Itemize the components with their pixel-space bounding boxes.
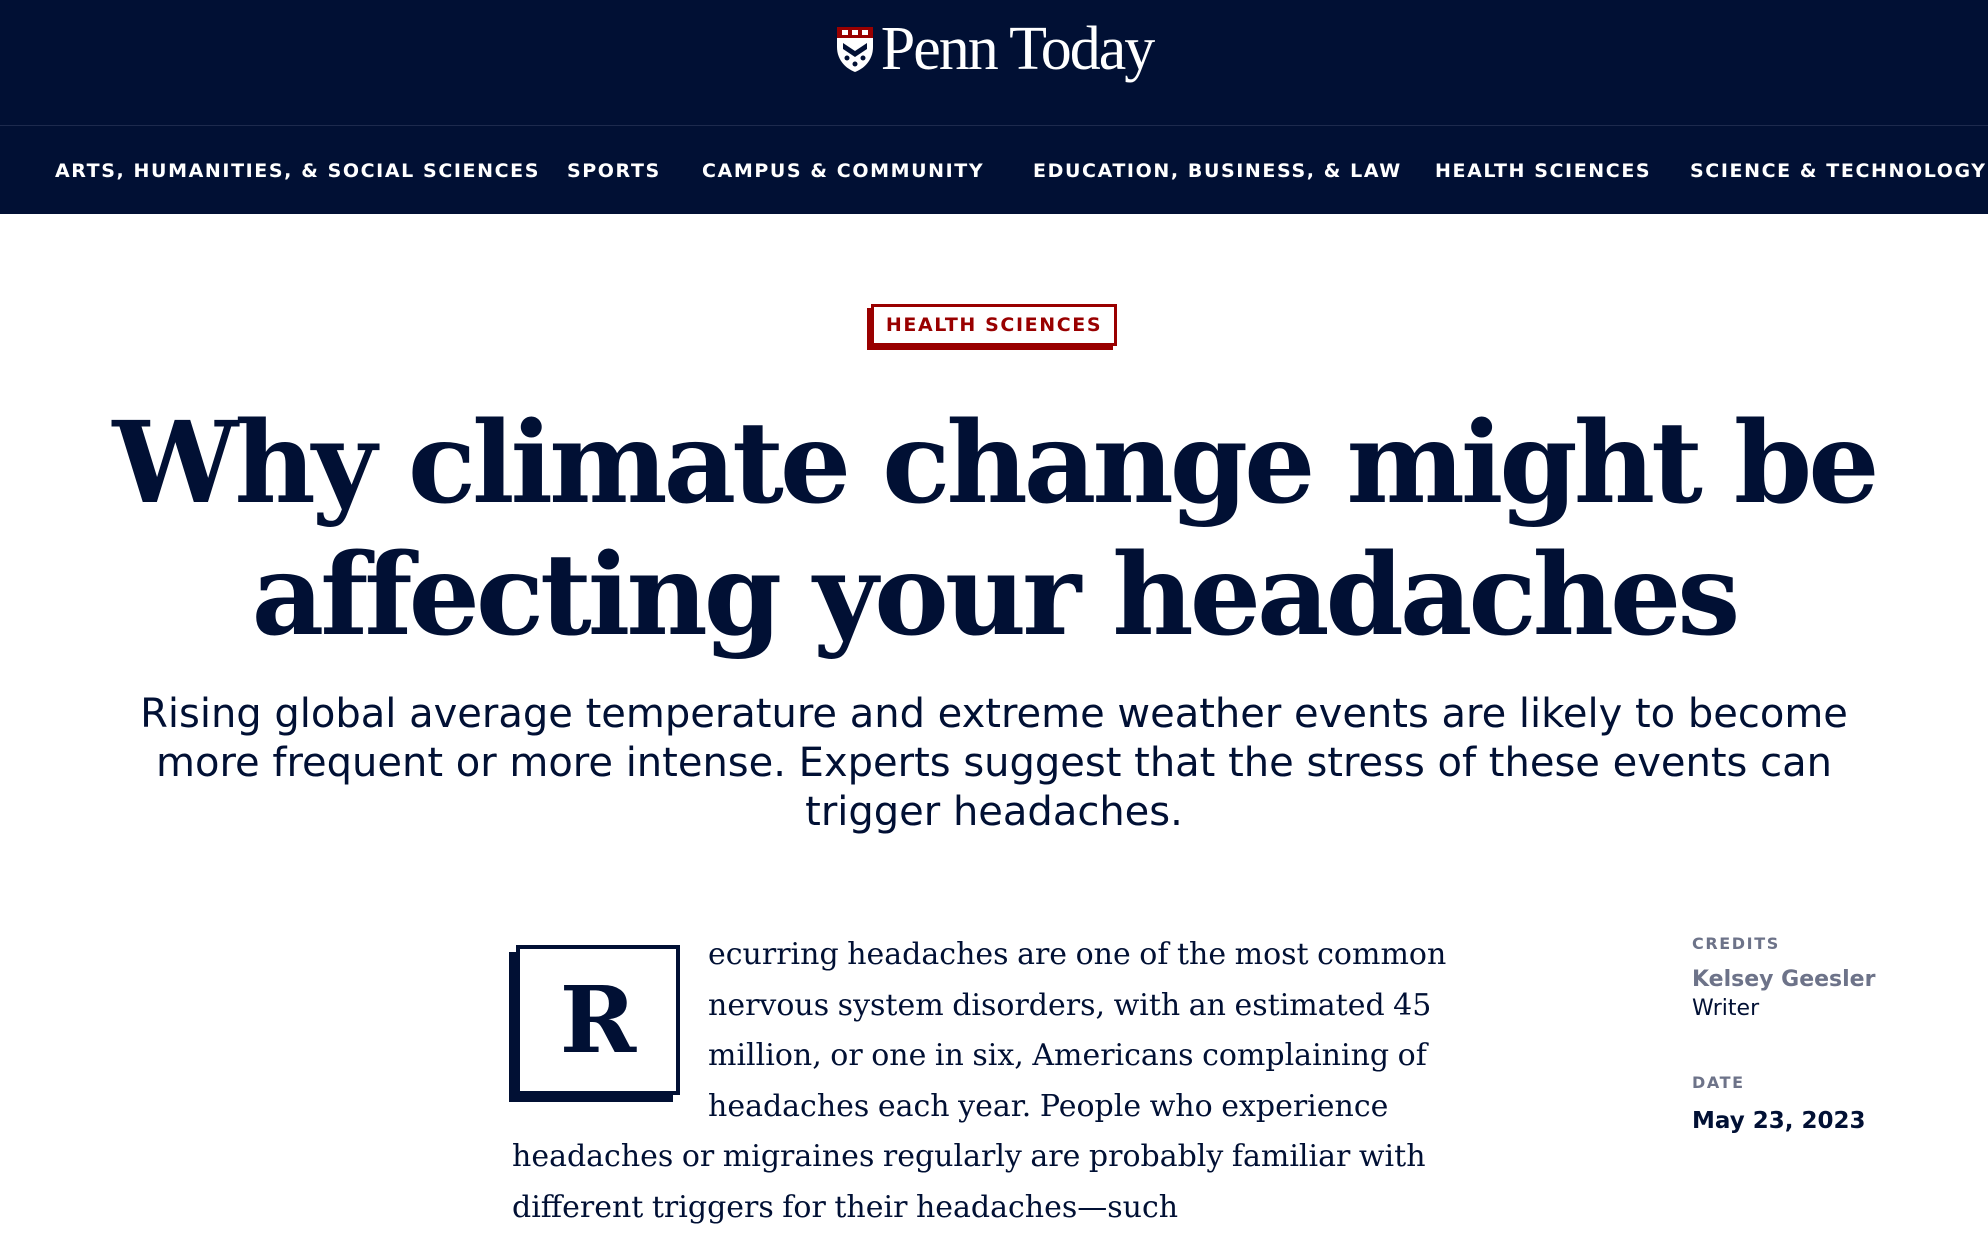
dropcap-letter: R bbox=[516, 945, 680, 1095]
article-title: Why climate change might be affecting your headaches bbox=[112, 398, 1876, 661]
publish-date: May 23, 2023 bbox=[1692, 1108, 1866, 1134]
author-name[interactable]: Kelsey Geesler bbox=[1692, 967, 1876, 992]
date-label: DATE bbox=[1692, 1073, 1745, 1092]
nav-item-education-business-law[interactable]: EDUCATION, BUSINESS, & LAW bbox=[1033, 159, 1402, 182]
nav-item-arts-humanities[interactable]: ARTS, HUMANITIES, & SOCIAL SCIENCES bbox=[55, 159, 541, 182]
nav-list bbox=[0, 126, 1988, 215]
nav-item-science-technology[interactable]: SCIENCE & TECHNOLOGY bbox=[1690, 159, 1987, 182]
site-logo[interactable] bbox=[835, 15, 1154, 83]
credits-label: CREDITS bbox=[1692, 934, 1780, 953]
category-tag[interactable]: HEALTH SCIENCES bbox=[871, 304, 1117, 346]
main-nav bbox=[0, 125, 1988, 214]
article-paragraph: ecurring headaches are one of the most common nervous system disorders, with an estimated 45 million, or one in six, Americans complaining of headaches each year. People who experience headaches or migraines regularly are probably familiar with different triggers for their headaches—such bbox=[512, 937, 1447, 1225]
brand-bar bbox=[0, 15, 1988, 83]
article-subtitle: Rising global average temperature and extreme weather events are likely to become more frequent or more intense. Experts suggest that the stress of these events can trigger headaches. bbox=[140, 691, 1848, 835]
category-tag-wrap bbox=[0, 304, 1988, 346]
logo-text: Penn Today bbox=[880, 15, 1154, 83]
article-body bbox=[512, 930, 1506, 1233]
nav-item-campus-community[interactable]: CAMPUS & COMMUNITY bbox=[702, 159, 985, 182]
author-role: Writer bbox=[1692, 996, 1760, 1021]
article-sidebar bbox=[1692, 934, 1972, 1134]
nav-item-sports[interactable]: SPORTS bbox=[567, 159, 661, 182]
site-header bbox=[0, 0, 1988, 125]
nav-item-health-sciences[interactable]: HEALTH SCIENCES bbox=[1435, 159, 1652, 182]
penn-shield-icon bbox=[835, 25, 875, 73]
